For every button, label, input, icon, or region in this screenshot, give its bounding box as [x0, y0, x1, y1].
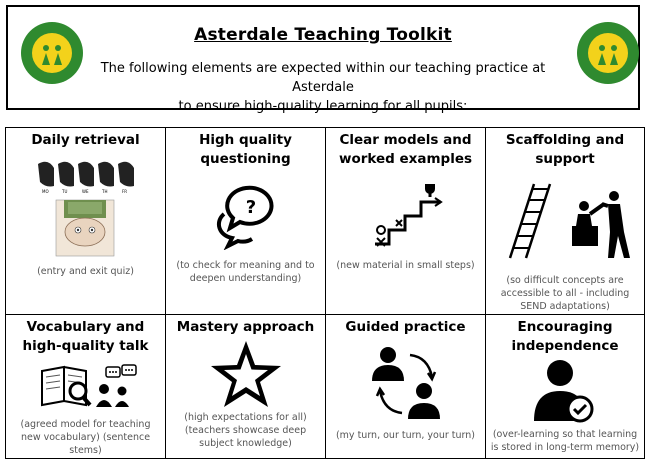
card-note: (entry and exit quiz)	[37, 266, 134, 277]
subtitle-line: to ensure high-quality learning for all pupils:	[178, 99, 468, 114]
card-guided-practice	[326, 315, 486, 458]
card-scaffolding	[486, 128, 644, 315]
card-note: (to check for meaning and to deepen understanding)	[176, 260, 315, 284]
star-icon	[209, 339, 283, 409]
header-box	[6, 5, 640, 114]
card-independence	[486, 315, 644, 458]
svg-text:TH: TH	[102, 189, 108, 194]
card-title: Vocabulary and high-quality talk	[22, 319, 149, 354]
page-subtitle	[88, 59, 558, 116]
svg-text:MO: MO	[42, 189, 49, 194]
card-title: Daily retrieval	[31, 132, 140, 148]
card-vocabulary	[6, 315, 166, 458]
card-mastery	[166, 315, 326, 458]
card-title: Scaffolding and support	[505, 132, 625, 167]
person-checkmark-icon	[532, 359, 596, 425]
people-cycle-icon	[370, 343, 442, 423]
card-note: (high expectations for all) (teachers showcase deep subject knowledge)	[184, 412, 307, 449]
card-title: Encouraging independence	[511, 319, 619, 354]
svg-text:TU: TU	[62, 189, 68, 194]
card-title: Guided practice	[345, 319, 466, 335]
page-title: Asterdale Teaching Toolkit	[194, 25, 452, 45]
card-title: Mastery approach	[176, 319, 315, 335]
svg-text:?: ?	[245, 197, 257, 218]
card-title: High quality questioning	[199, 132, 292, 167]
card-note: (over-learning so that learning is stored in long-term memory)	[490, 429, 640, 453]
card-title: Clear models and worked examples	[338, 132, 473, 167]
card-note: (so difficult concepts are accessible to all - including SEND adaptations)	[500, 275, 630, 312]
svg-text:FR: FR	[122, 189, 128, 194]
toolkit-grid	[5, 127, 645, 459]
card-high-quality-questioning	[166, 128, 326, 315]
card-note: (new material in small steps)	[336, 260, 475, 271]
svg-text:WE: WE	[82, 189, 89, 194]
card-note: (agreed model for teaching new vocabulary) (sentence stems)	[20, 419, 151, 456]
subtitle-line: The following elements are expected within our teaching practice at Asterdale	[100, 61, 546, 95]
card-note: (my turn, our turn, your turn)	[335, 430, 476, 441]
card-daily-retrieval	[6, 128, 166, 315]
speech-bubbles-question-icon	[206, 180, 286, 250]
ladder-helping-hand-icon	[504, 180, 630, 260]
brain-retrieval-icon	[34, 160, 138, 260]
book-magnifier-talk-icon	[38, 363, 138, 409]
card-clear-models	[326, 128, 486, 315]
staircase-trophy-icon	[371, 180, 443, 250]
